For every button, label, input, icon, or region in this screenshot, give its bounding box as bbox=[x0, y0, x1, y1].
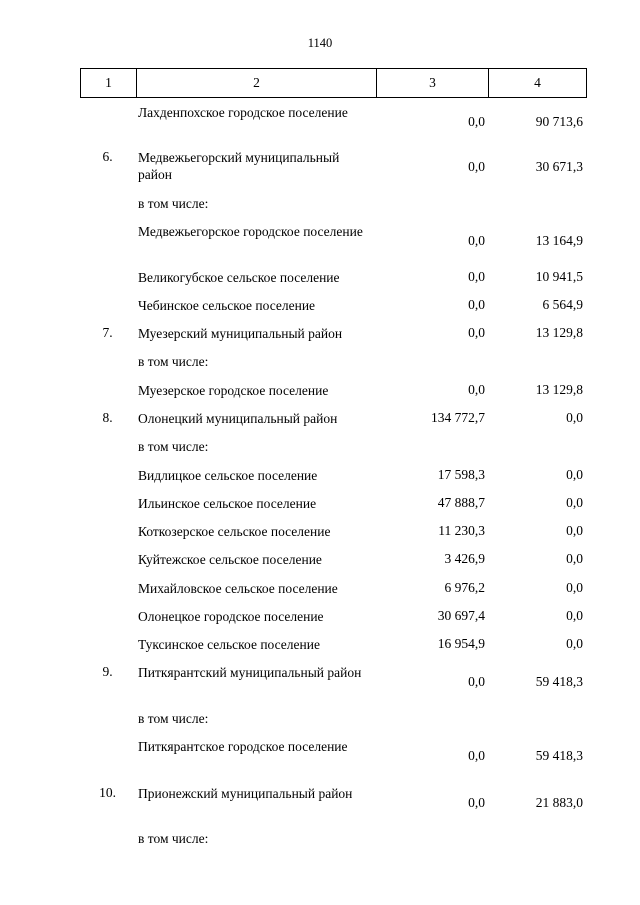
row-value-col3: 0,0 bbox=[468, 297, 485, 312]
row-number: 7. bbox=[102, 325, 113, 340]
row-value-col3: 134 772,7 bbox=[431, 410, 485, 425]
row-value-col4: 6 564,9 bbox=[542, 297, 583, 312]
page-number: 1140 bbox=[307, 36, 333, 50]
table-row bbox=[0, 551, 640, 569]
row-value-col4: 0,0 bbox=[566, 410, 583, 425]
row-name: Медвежьегорское городское поселение bbox=[138, 224, 363, 239]
table-row bbox=[0, 353, 640, 371]
row-value-col3: 0,0 bbox=[468, 269, 485, 284]
row-value-col4: 10 941,5 bbox=[535, 269, 583, 284]
table-row bbox=[0, 608, 640, 626]
table-row bbox=[0, 297, 640, 315]
row-name: Медвежьегорский муниципальный район bbox=[138, 150, 340, 182]
row-value-col4: 13 129,8 bbox=[535, 325, 583, 340]
row-name: в том числе: bbox=[138, 711, 209, 726]
row-name: Лахденпохское городское поселение bbox=[138, 105, 348, 120]
row-number: 10. bbox=[99, 785, 116, 800]
row-number: 9. bbox=[102, 664, 113, 679]
row-value-col4: 0,0 bbox=[566, 636, 583, 651]
row-value-col3: 3 426,9 bbox=[444, 551, 485, 566]
row-value-col3: 11 230,3 bbox=[438, 523, 485, 538]
header-col-2: 2 bbox=[253, 75, 260, 90]
row-name: Муезерское городское поселение bbox=[138, 383, 329, 398]
row-value-col3: 0,0 bbox=[468, 382, 485, 397]
row-name: Муезерский муниципальный район bbox=[138, 326, 343, 341]
table-row bbox=[0, 325, 640, 343]
table-row bbox=[0, 223, 640, 257]
row-name: Туксинское сельское поселение bbox=[138, 637, 320, 652]
row-name: Куйтежское сельское поселение bbox=[138, 552, 322, 567]
row-name: Олонецкое городское поселение bbox=[138, 609, 324, 624]
row-value-col3: 0,0 bbox=[468, 159, 485, 174]
row-value-col3: 17 598,3 bbox=[437, 467, 485, 482]
row-name: Михайловское сельское поселение bbox=[138, 581, 338, 596]
row-name: в том числе: bbox=[138, 831, 209, 846]
row-value-col4: 13 164,9 bbox=[535, 233, 583, 248]
row-name: Коткозерское сельское поселение bbox=[138, 524, 331, 539]
table-row bbox=[0, 785, 640, 819]
row-value-col4: 21 883,0 bbox=[535, 795, 583, 810]
header-col-3: 3 bbox=[429, 75, 436, 90]
table-row bbox=[0, 664, 640, 698]
table-row bbox=[0, 710, 640, 728]
row-number: 8. bbox=[102, 410, 113, 425]
row-value-col4: 90 713,6 bbox=[535, 114, 583, 129]
row-value-col4: 13 129,8 bbox=[535, 382, 583, 397]
row-name: Питкярантский муниципальный район bbox=[138, 665, 362, 680]
row-value-col3: 0,0 bbox=[468, 795, 485, 810]
row-name: Великогубское сельское поселение bbox=[138, 270, 340, 285]
row-value-col4: 0,0 bbox=[566, 467, 583, 482]
table-row bbox=[0, 830, 640, 848]
table-row bbox=[0, 636, 640, 654]
table-row bbox=[0, 104, 640, 138]
table-row bbox=[0, 410, 640, 428]
row-name: в том числе: bbox=[138, 439, 209, 454]
row-name: Олонецкий муниципальный район bbox=[138, 411, 338, 426]
header-col-1: 1 bbox=[105, 75, 112, 90]
row-value-col3: 0,0 bbox=[468, 674, 485, 689]
row-name: Видлицкое сельское поселение bbox=[138, 468, 318, 483]
row-value-col3: 6 976,2 bbox=[444, 580, 485, 595]
row-value-col4: 59 418,3 bbox=[535, 674, 583, 689]
row-name: Питкярантское городское поселение bbox=[138, 739, 348, 754]
table-header-row bbox=[80, 68, 587, 98]
row-value-col4: 0,0 bbox=[566, 523, 583, 538]
table-row bbox=[0, 580, 640, 598]
table-row bbox=[0, 269, 640, 287]
row-value-col3: 30 697,4 bbox=[437, 608, 485, 623]
table-row bbox=[0, 195, 640, 213]
row-value-col3: 0,0 bbox=[468, 325, 485, 340]
row-value-col4: 0,0 bbox=[566, 551, 583, 566]
row-value-col3: 0,0 bbox=[468, 748, 485, 763]
row-value-col3: 0,0 bbox=[468, 114, 485, 129]
row-number: 6. bbox=[102, 149, 113, 164]
row-name: в том числе: bbox=[138, 354, 209, 369]
row-name: в том числе: bbox=[138, 196, 209, 211]
table-row bbox=[0, 149, 640, 183]
row-name: Прионежский муниципальный район bbox=[138, 786, 353, 801]
row-value-col3: 47 888,7 bbox=[437, 495, 485, 510]
row-value-col4: 30 671,3 bbox=[535, 159, 583, 174]
table-row bbox=[0, 382, 640, 400]
table-row bbox=[0, 467, 640, 485]
row-name: Чебинское сельское поселение bbox=[138, 298, 316, 313]
row-value-col4: 0,0 bbox=[566, 495, 583, 510]
table-row bbox=[0, 438, 640, 456]
row-name: Ильинское сельское поселение bbox=[138, 496, 317, 511]
row-value-col3: 16 954,9 bbox=[437, 636, 485, 651]
header-col-4: 4 bbox=[534, 75, 541, 90]
row-value-col3: 0,0 bbox=[468, 233, 485, 248]
row-value-col4: 0,0 bbox=[566, 608, 583, 623]
table-row bbox=[0, 738, 640, 772]
row-value-col4: 59 418,3 bbox=[535, 748, 583, 763]
table-row bbox=[0, 523, 640, 541]
row-value-col4: 0,0 bbox=[566, 580, 583, 595]
table-row bbox=[0, 495, 640, 513]
